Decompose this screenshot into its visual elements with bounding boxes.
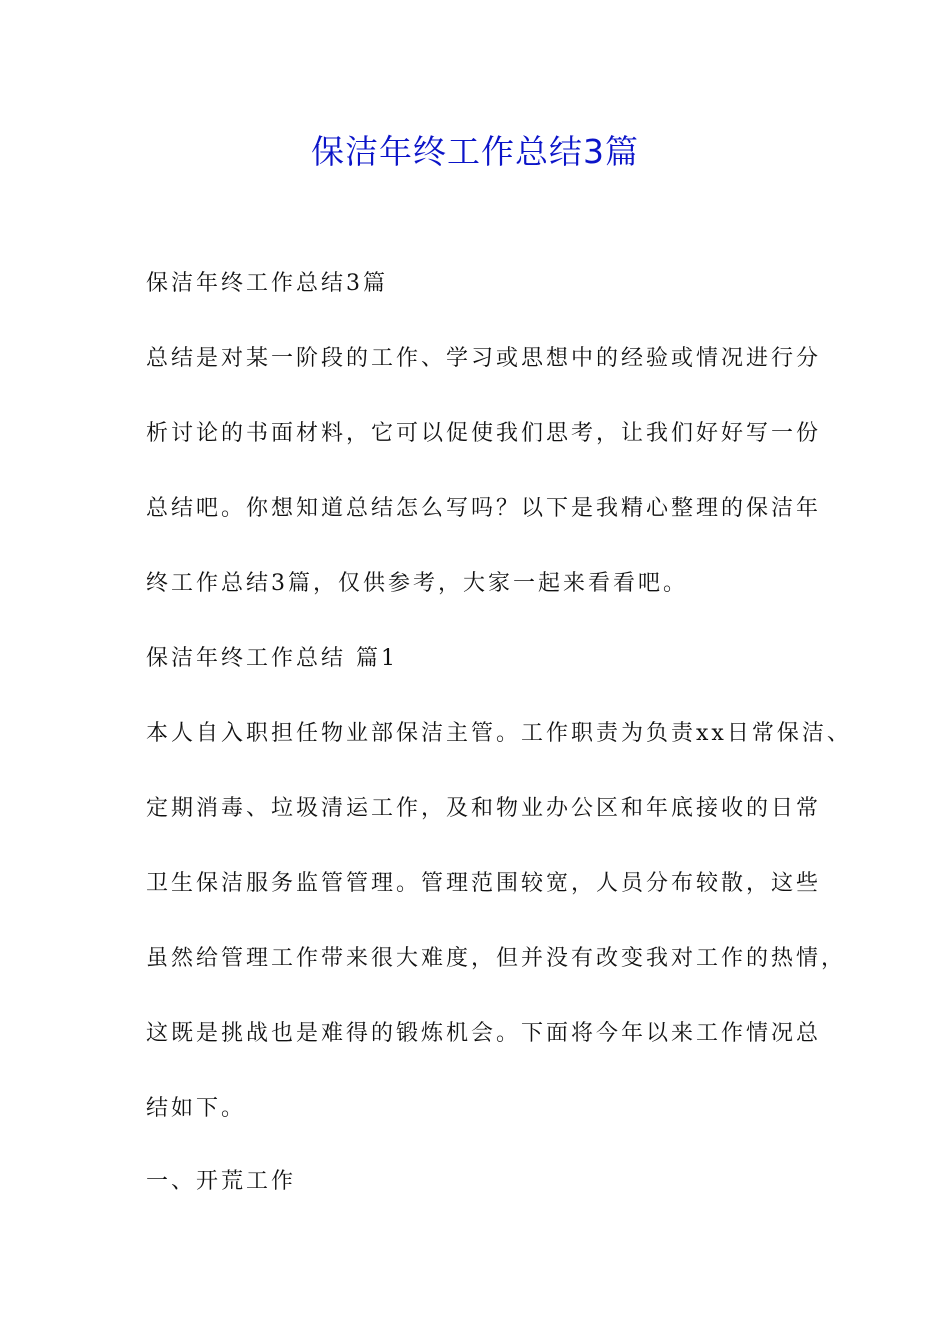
section-heading: 保洁年终工作总结 篇1 [146,646,398,671]
subsection-heading: 一、开荒工作 [146,1169,297,1194]
paragraph-line: 虽然给管理工作带来很大难度，但并没有改变我对工作的热情， [146,946,847,971]
paragraph-line: 结如下。 [146,1096,247,1121]
paragraph-line: 本人自入职担任物业部保洁主管。工作职责为负责xx日常保洁、 [146,721,852,746]
paragraph-line: 总结是对某一阶段的工作、学习或思想中的经验或情况进行分 [146,346,822,371]
paragraph-line: 这既是挑战也是难得的锻炼机会。下面将今年以来工作情况总 [146,1021,822,1046]
subtitle-line: 保洁年终工作总结3篇 [146,271,388,296]
document-title: 保洁年终工作总结3篇 [311,132,639,171]
paragraph-line: 终工作总结3篇，仅供参考，大家一起来看看吧。 [146,571,688,596]
paragraph-line: 总结吧。你想知道总结怎么写吗？以下是我精心整理的保洁年 [146,496,822,521]
paragraph-line: 卫生保洁服务监管管理。管理范围较宽，人员分布较散，这些 [146,871,822,896]
paragraph-line: 析讨论的书面材料，它可以促使我们思考，让我们好好写一份 [146,421,822,446]
paragraph-line: 定期消毒、垃圾清运工作，及和物业办公区和年底接收的日常 [146,796,822,821]
